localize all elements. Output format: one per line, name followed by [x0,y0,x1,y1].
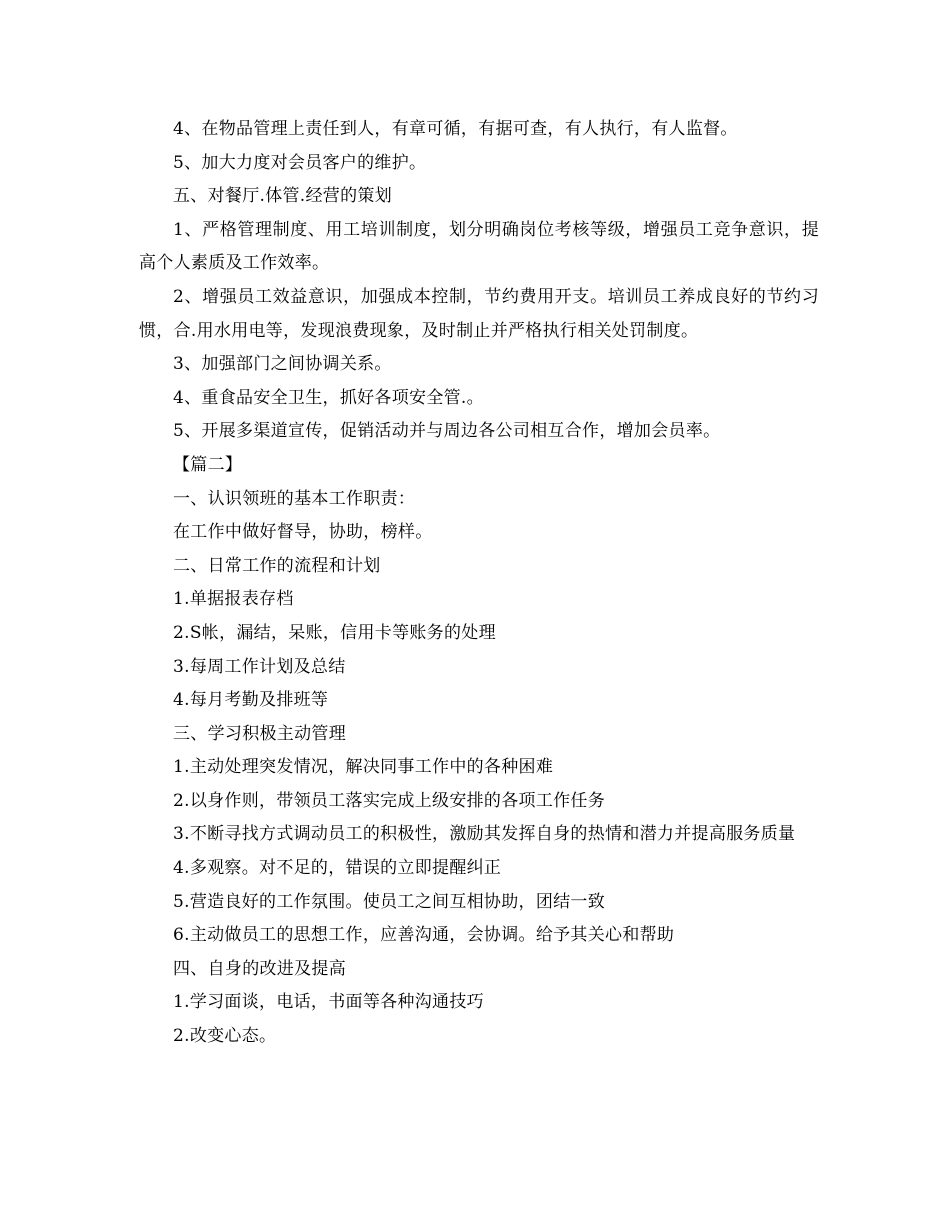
list-item: 1.学习面谈，电话，书面等各种沟通技巧 [173,992,484,1013]
document-body [139,113,819,1054]
paragraph: 1、严格管理制度、用工培训制度，划分明确岗位考核等级，增强员工竞争意识，提高个人素质及工作效率。 [139,219,819,274]
list-item: 3.不断寻找方式调动员工的积极性，激励其发挥自身的热情和潜力并提高服务质量 [173,824,796,845]
paragraph: 2、增强员工效益意识，加强成本控制，节约费用开支。培训员工养成良好的节约习惯，合.用水用电等，发现浪费现象，及时制止并严格执行相关处罚制度。 [139,286,819,341]
paragraph: 3、加强部门之间协调关系。 [173,354,392,375]
list-item: 4.每月考勤及排班等 [173,690,329,711]
list-item: 2.改变心态。 [173,1026,277,1047]
list-item: 2.以身作则，带领员工落实完成上级安排的各项工作任务 [173,790,606,811]
chapter-heading: 【篇二】 [173,454,243,475]
section-heading: 五、对餐厅.体管.经营的策划 [173,186,393,207]
section-heading: 一、认识领班的基本工作职责： [173,488,416,509]
paragraph: 在工作中做好督导，协助，榜样。 [173,522,433,543]
section-heading: 三、学习积极主动管理 [173,723,346,744]
list-item: 4.多观察。对不足的，错误的立即提醒纠正 [173,858,502,879]
section-heading: 二、日常工作的流程和计划 [173,555,381,576]
paragraph: 5、加大力度对会员客户的维护。 [173,152,427,173]
paragraph: 4、重食品安全卫生，抓好各项安全管.。 [173,387,484,408]
section-heading: 四、自身的改进及提高 [173,958,346,979]
list-item: 2.S帐，漏结，呆账，信用卡等账务的处理 [173,622,496,643]
paragraph: 4、在物品管理上责任到人，有章可循，有据可查，有人执行，有人监督。 [173,119,738,139]
list-item: 1.单据报表存档 [173,589,294,610]
list-item: 6.主动做员工的思想工作，应善沟通，会协调。给予其关心和帮助 [173,925,675,946]
list-item: 1.主动处理突发情况，解决同事工作中的各种困难 [173,757,554,778]
list-item: 3.每周工作计划及总结 [173,656,346,677]
list-item: 5.营造良好的工作氛围。使员工之间互相协助，团结一致 [173,891,606,912]
paragraph: 5、开展多渠道宣传，促销活动并与周边各公司相互合作，增加会员率。 [173,421,721,442]
